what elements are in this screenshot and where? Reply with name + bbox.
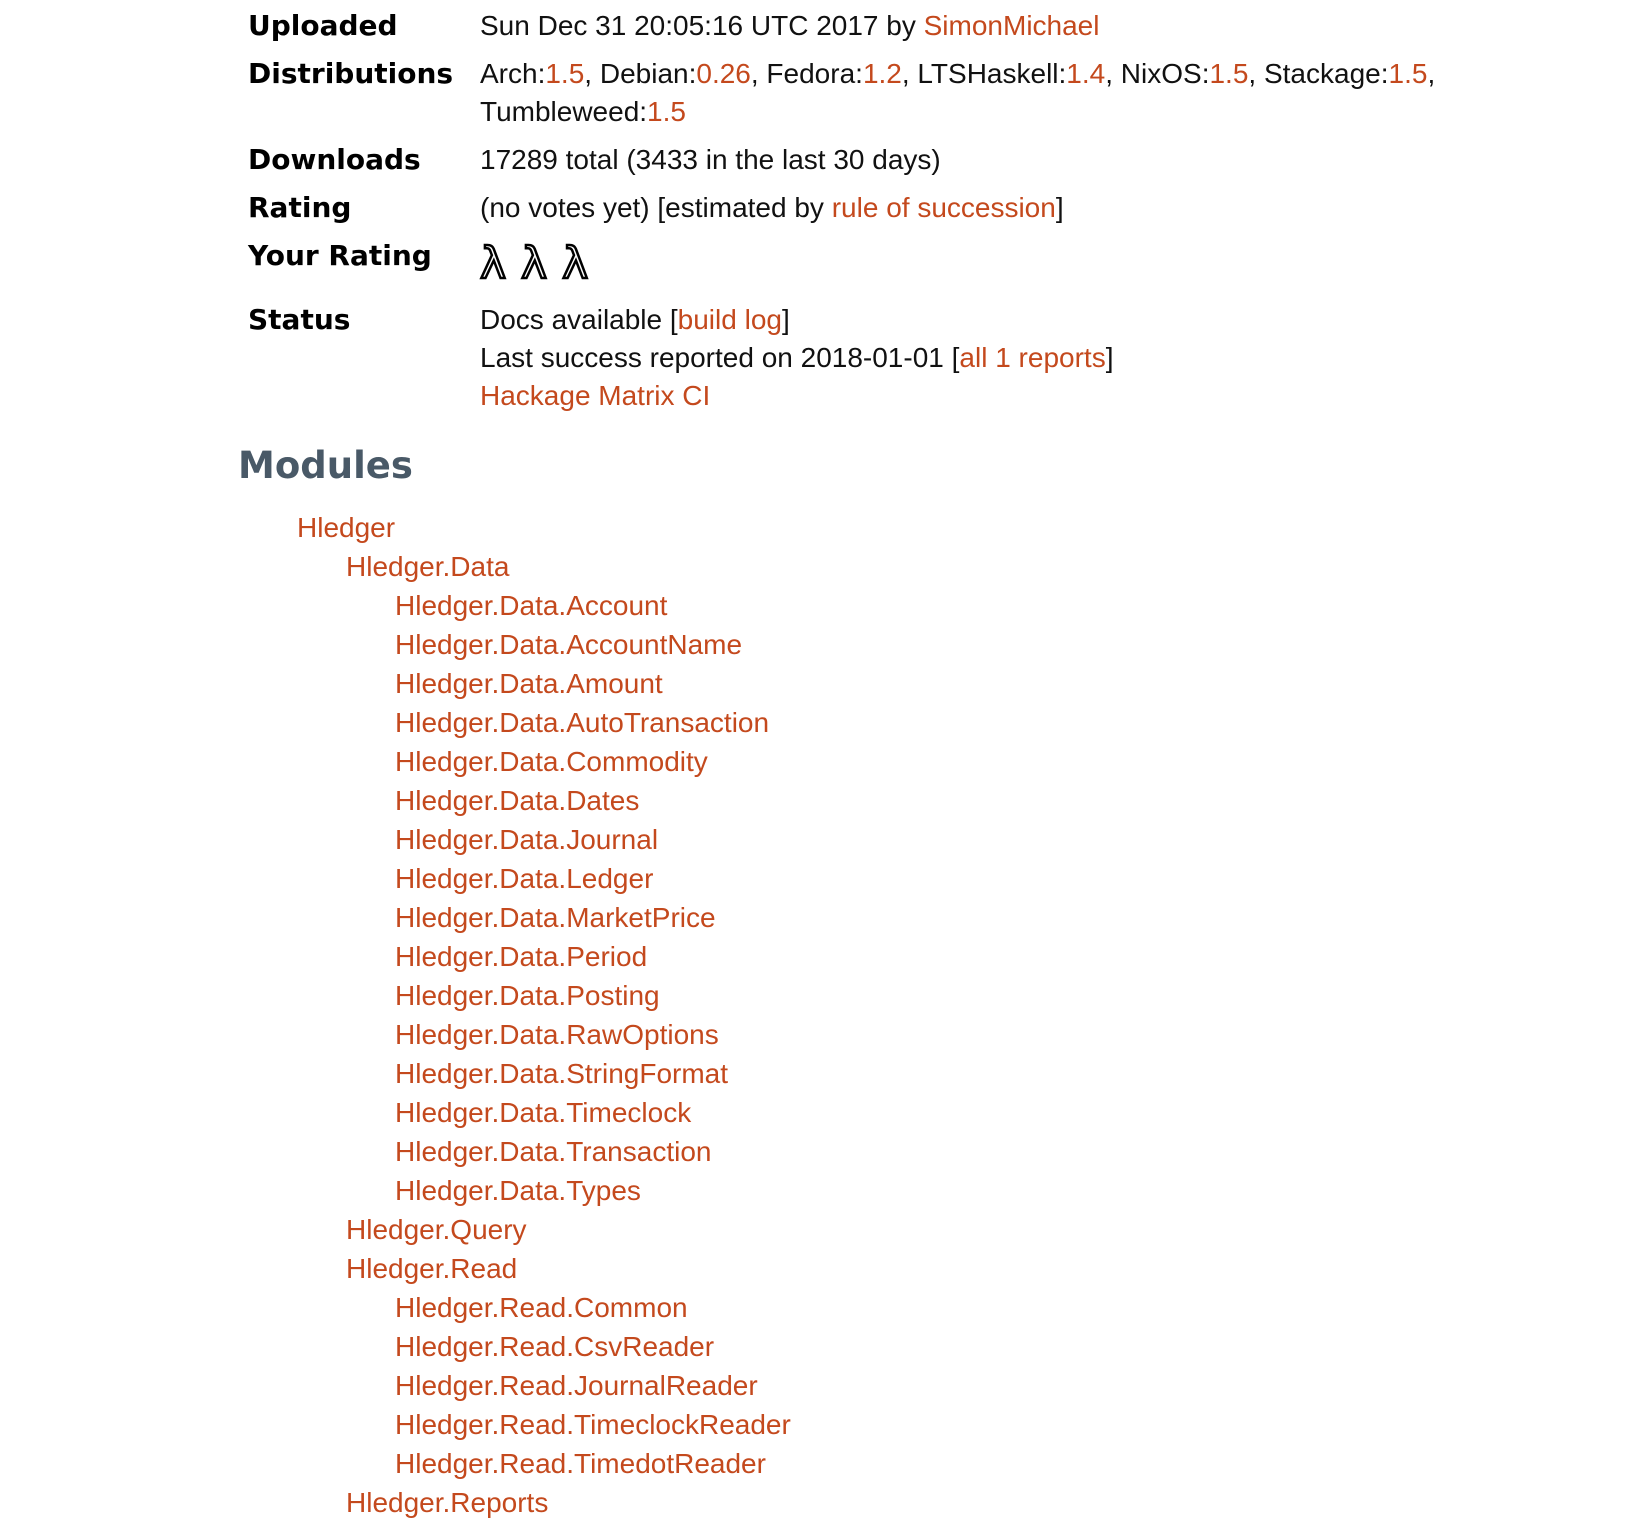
ltshaskell-version-link[interactable]: 1.4 — [1066, 58, 1106, 89]
static-text: , NixOS: — [1105, 58, 1210, 89]
property-value — [480, 184, 1639, 232]
module-link[interactable]: Hledger — [297, 512, 396, 543]
property-value — [480, 232, 1639, 296]
module-link[interactable]: Hledger.Data.AutoTransaction — [395, 707, 770, 738]
fedora-version-link[interactable]: 1.2 — [862, 58, 902, 89]
module-list-item — [248, 1171, 1599, 1210]
module-list — [248, 508, 1599, 1519]
static-text: ] — [1105, 342, 1114, 373]
module-list-item — [248, 1444, 1599, 1483]
module-list-item — [248, 1288, 1599, 1327]
module-link[interactable]: Hledger.Data — [346, 551, 510, 582]
module-link[interactable]: Hledger.Data.Journal — [395, 824, 659, 855]
static-text: 17289 total (3433 in the last 30 days) — [480, 144, 941, 175]
property-value-line — [480, 377, 1639, 415]
module-link[interactable]: Hledger.Read — [346, 1253, 518, 1284]
build-log-link[interactable]: build log — [677, 304, 782, 335]
property-value-line — [480, 339, 1639, 377]
stackage-version-link[interactable]: 1.5 — [1388, 58, 1428, 89]
nixos-version-link[interactable]: 1.5 — [1209, 58, 1249, 89]
uploader-link[interactable]: SimonMichael — [923, 10, 1100, 41]
debian-version-link[interactable]: 0.26 — [696, 58, 751, 89]
module-list-item — [248, 664, 1599, 703]
property-label: Uploaded — [248, 9, 398, 42]
static-text: Docs available [ — [480, 304, 678, 335]
property-value — [480, 296, 1639, 420]
module-link[interactable]: Hledger.Data.Dates — [395, 785, 640, 816]
property-row — [248, 50, 1639, 136]
module-list-item — [248, 547, 1599, 586]
static-text: , Tumbleweed: — [480, 58, 1436, 127]
module-list-item — [248, 1483, 1599, 1519]
module-link[interactable]: Hledger.Read.CsvReader — [395, 1331, 715, 1362]
module-list-item — [248, 508, 1599, 547]
module-list-item — [248, 1093, 1599, 1132]
module-link[interactable]: Hledger.Read.Common — [395, 1292, 688, 1323]
module-list-item — [248, 976, 1599, 1015]
rule-of-succession-link[interactable]: rule of succession — [831, 192, 1056, 223]
property-value-line — [480, 55, 1639, 131]
property-value-line — [480, 189, 1639, 227]
module-list-item — [248, 1210, 1599, 1249]
lambda-icon[interactable]: λ — [521, 238, 548, 289]
module-list-item — [248, 703, 1599, 742]
property-value-line — [480, 141, 1639, 179]
module-link[interactable]: Hledger.Data.Transaction — [395, 1136, 712, 1167]
property-value-line — [480, 7, 1639, 45]
module-link[interactable]: Hledger.Data.RawOptions — [395, 1019, 719, 1050]
module-link[interactable]: Hledger.Data.Amount — [395, 668, 663, 699]
module-link[interactable]: Hledger.Query — [346, 1214, 527, 1245]
module-list-item — [248, 1054, 1599, 1093]
static-text: ] — [781, 304, 790, 335]
module-link[interactable]: Hledger.Data.Posting — [395, 980, 660, 1011]
module-link[interactable]: Hledger.Data.Types — [395, 1175, 641, 1206]
module-list-item — [248, 937, 1599, 976]
module-list-item — [248, 742, 1599, 781]
property-row — [248, 296, 1639, 420]
property-label: Rating — [248, 191, 352, 224]
property-label: Your Rating — [248, 239, 432, 272]
static-text: Sun Dec 31 20:05:16 UTC 2017 by — [480, 10, 924, 41]
module-link[interactable]: Hledger.Data.Ledger — [395, 863, 654, 894]
static-text: , Fedora: — [750, 58, 863, 89]
modules-heading: Modules — [238, 444, 413, 487]
tumbleweed-version-link[interactable]: 1.5 — [647, 96, 686, 127]
lambda-icon[interactable]: λ — [562, 238, 589, 289]
property-label: Status — [248, 303, 351, 336]
module-list-item — [248, 1366, 1599, 1405]
property-label: Distributions — [248, 57, 454, 90]
module-link[interactable]: Hledger.Read.TimeclockReader — [395, 1409, 791, 1440]
property-value — [480, 50, 1639, 136]
module-list-item — [248, 859, 1599, 898]
static-text: Arch: — [480, 58, 546, 89]
static-text: Last success reported on 2018-01-01 [ — [480, 342, 960, 373]
module-link[interactable]: Hledger.Data.Commodity — [395, 746, 708, 777]
module-list-item — [248, 1249, 1599, 1288]
module-list-item — [248, 586, 1599, 625]
all-reports-link[interactable]: all 1 reports — [959, 342, 1106, 373]
module-link[interactable]: Hledger.Data.Timeclock — [395, 1097, 692, 1128]
static-text: , Debian: — [584, 58, 697, 89]
module-link[interactable]: Hledger.Data.Account — [395, 590, 668, 621]
module-link[interactable]: Hledger.Data.StringFormat — [395, 1058, 729, 1089]
property-value-line — [480, 301, 1639, 339]
hackage-matrix-ci-link[interactable]: Hackage Matrix CI — [480, 380, 711, 411]
module-list-item — [248, 898, 1599, 937]
module-list-item — [248, 781, 1599, 820]
module-link[interactable]: Hledger.Data.Period — [395, 941, 648, 972]
module-list-item — [248, 625, 1599, 664]
module-list-item — [248, 1015, 1599, 1054]
static-text: (no votes yet) [estimated by — [480, 192, 832, 223]
static-text: , LTSHaskell: — [901, 58, 1067, 89]
property-value — [480, 2, 1639, 50]
property-row — [248, 136, 1639, 184]
module-link[interactable]: Hledger.Reports — [346, 1487, 549, 1518]
module-list-item — [248, 1405, 1599, 1444]
module-link[interactable]: Hledger.Read.TimedotReader — [395, 1448, 766, 1479]
property-row — [248, 184, 1639, 232]
module-link[interactable]: Hledger.Read.JournalReader — [395, 1370, 758, 1401]
static-text: ] — [1055, 192, 1064, 223]
package-properties-body — [248, 2, 1639, 420]
property-value — [480, 136, 1639, 184]
module-list-item — [248, 1327, 1599, 1366]
property-row — [248, 232, 1639, 296]
lambda-icon[interactable]: λ — [480, 238, 507, 289]
property-label: Downloads — [248, 143, 421, 176]
package-properties-table — [248, 2, 1639, 420]
static-text: , Stackage: — [1248, 58, 1389, 89]
property-row — [248, 2, 1639, 50]
module-list-item — [248, 820, 1599, 859]
module-list-item — [248, 1132, 1599, 1171]
module-link[interactable]: Hledger.Data.AccountName — [395, 629, 743, 660]
arch-version-link[interactable]: 1.5 — [545, 58, 585, 89]
module-link[interactable]: Hledger.Data.MarketPrice — [395, 902, 716, 933]
